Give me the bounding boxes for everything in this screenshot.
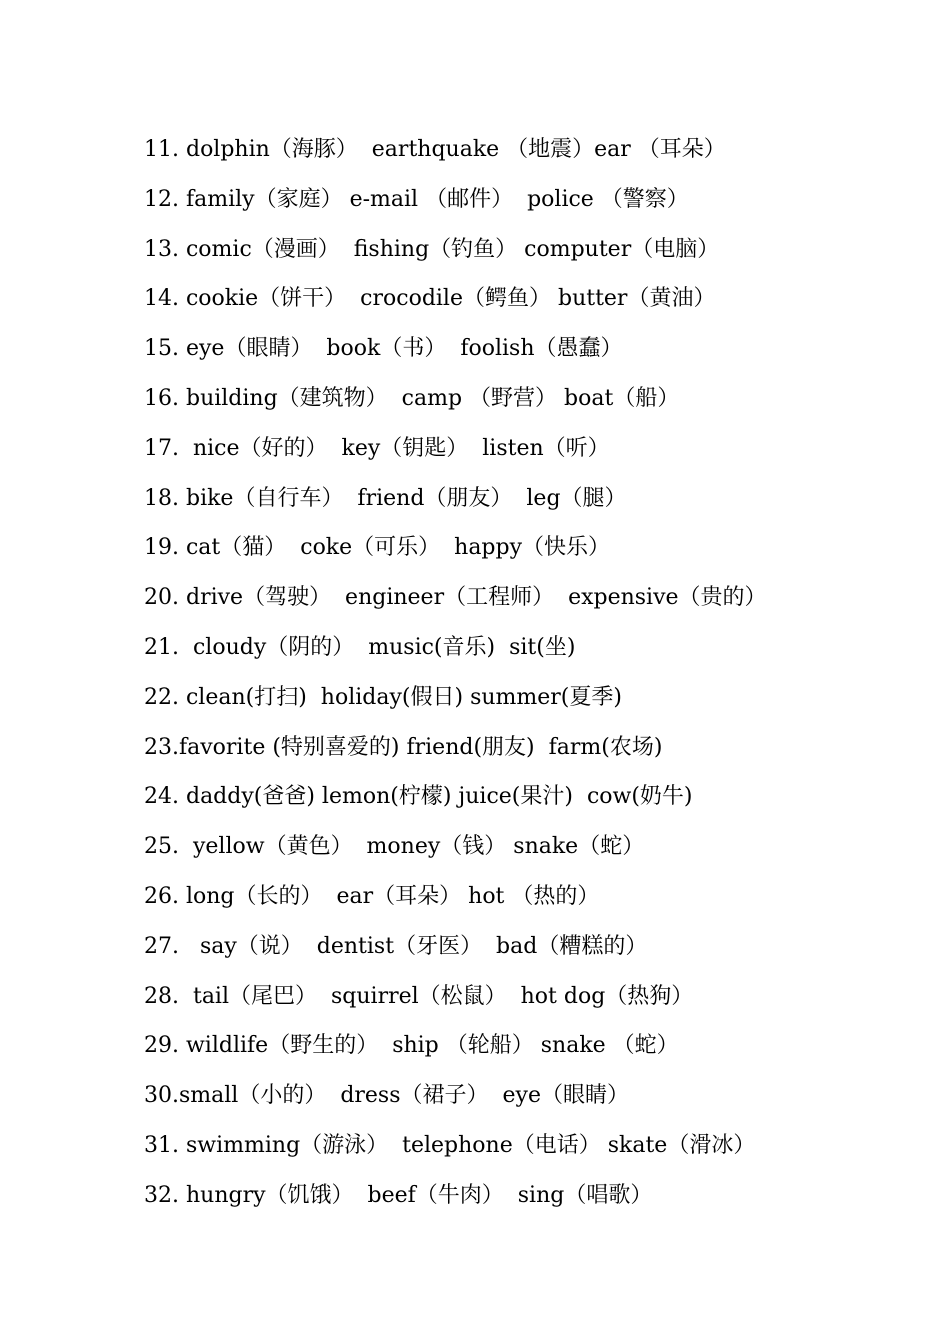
vocab-line-22: 22. clean(打扫) holiday(假日) summer(夏季) <box>144 684 622 710</box>
vocab-line-26: 26. long（长的） ear（耳朵） hot （热的） <box>144 883 600 909</box>
vocab-line-29: 29. wildlife（野生的） ship （轮船） snake （蛇） <box>144 1033 679 1059</box>
vocab-line-19: 19. cat（猫） coke（可乐） happy（快乐） <box>144 535 611 561</box>
vocab-line-11: 11. dolphin（海豚） earthquake （地震）ear （耳朵） <box>144 137 726 162</box>
vocab-line-18: 18. bike（自行车） friend（朋友） leg（腿） <box>144 485 627 511</box>
vocab-line-16: 16. building（建筑物） camp （野营） boat（船） <box>144 385 680 411</box>
vocabulary-list <box>144 125 924 1221</box>
vocab-line-30: 30.small（小的） dress（裙子） eye（眼睛） <box>144 1083 629 1109</box>
vocab-line-14: 14. cookie（饼干） crocodile（鳄鱼） butter（黄油） <box>144 286 716 312</box>
vocab-line-12: 12. family（家庭） e-mail （邮件） police （警察） <box>144 186 689 212</box>
vocab-line-31: 31. swimming（游泳） telephone（电话） skate（滑冰） <box>144 1132 756 1158</box>
vocab-line-13: 13. comic（漫画） fishing（钓鱼） computer（电脑） <box>144 236 720 262</box>
vocab-line-15: 15. eye（眼睛） book（书） foolish（愚蠢） <box>144 336 623 362</box>
vocab-line-23: 23.favorite (特别喜爱的) friend(朋友) farm(农场) <box>144 734 663 760</box>
vocab-line-32: 32. hungry（饥饿） beef（牛肉） sing（唱歌） <box>144 1182 653 1208</box>
vocab-line-25: 25. yellow（黄色） money（钱） snake（蛇） <box>144 834 645 860</box>
vocab-line-28: 28. tail（尾巴） squirrel（松鼠） hot dog（热狗） <box>144 983 694 1009</box>
vocab-line-27: 27. say（说） dentist（牙医） bad（糟糕的） <box>144 933 648 959</box>
vocab-line-24: 24. daddy(爸爸) lemon(柠檬) juice(果汁) cow(奶牛) <box>144 784 693 810</box>
vocab-line-20: 20. drive（驾驶） engineer（工程师） expensive（贵的） <box>144 585 767 611</box>
vocab-line-21: 21. cloudy（阴的） music(音乐) sit(坐) <box>144 634 576 660</box>
vocab-line-17: 17. nice（好的） key（钥匙） listen（听） <box>144 435 610 461</box>
